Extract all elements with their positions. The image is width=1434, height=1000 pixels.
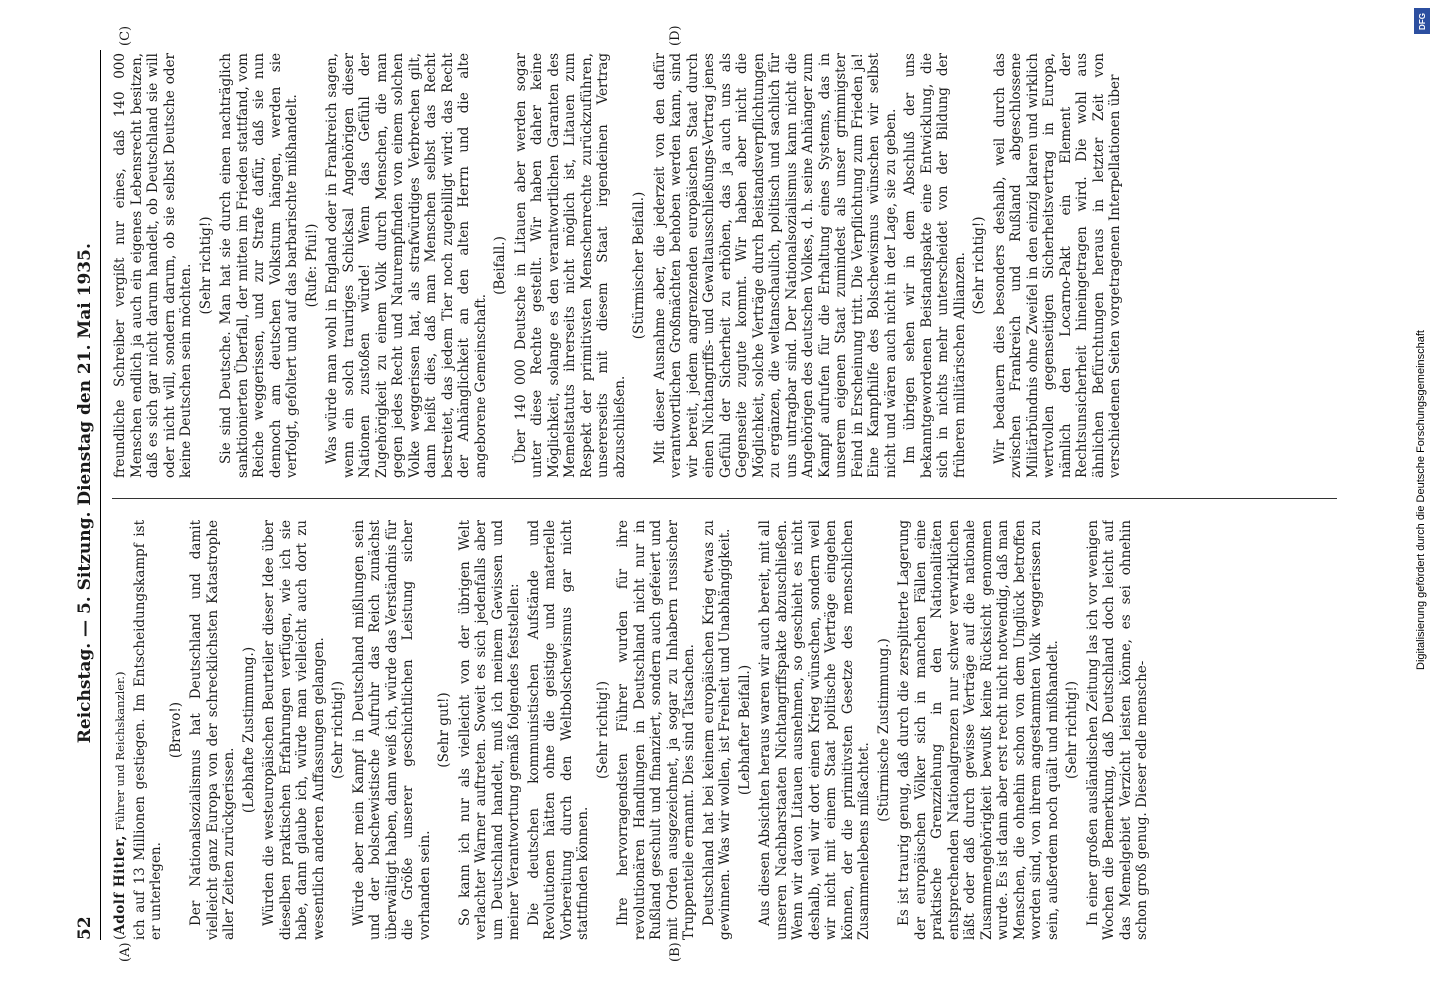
paragraph: In einer großen ausländischen Zeitung las ich vor wenigen Wochen die Bemerkung, daß Deutschland doch leicht auf das Memelgebiet Verzicht leisten könne, es sei ohnehin schon groß genug. Dieser edle mensche- (1084, 520, 1150, 940)
interjection: (Sehr richtig!) (971, 216, 987, 315)
interjection: (Sehr richtig!) (1064, 680, 1080, 780)
margin-marker-a: (A) (118, 942, 133, 962)
interjection: (Sehr richtig!) (197, 216, 214, 315)
left-column (112, 520, 1337, 940)
interjection: (Lebhafte Zustimmung.) (240, 646, 257, 814)
paragraph: Im übrigen sehen wir in dem Abschluß der uns bekanntgewordenen Beistandspakte eine Entwicklung, die sich in nichts mehr unterscheidet von der Bildung der früheren militärischen Allianzen. (902, 53, 968, 478)
interjection: (Stürmischer Beifall.) (631, 191, 647, 340)
paragraph: Sie sind Deutsche. Man hat sie durch einen nachträglich sanktionierten Überfall, der mitten im Frieden stattfand, vom Reiche weggerissen, und zur Strafe dafür, daß sie nun dennoch am deutschen Volkstum hängen, werden sie verfolgt, gefoltert und auf das barbarischte mißhandelt. (218, 53, 300, 478)
paragraph: Wir bedauern dies besonders deshalb, weil durch das zwischen Frankreich und Rußland abgeschlossene Militärbündnis ohne Zweifel in den einzig klaren und wirklich wertvollen gegenseitigen Sicherheitsvertrag in Europa, nämlich den Locarno-Pakt ein Element der Rechtsunsicherheit hineingetragen wird. Die wohl aus ähnlichen Befürchtungen heraus in letzter Zeit von verschiedenen Seiten vorgetragenen Interpellationen über (991, 53, 1123, 478)
interjection: (Bravo!) (167, 701, 184, 759)
speaker-name: Adolf Hitler, (112, 834, 128, 935)
interjection: (Stürmische Zustimmung.) (875, 638, 892, 822)
page-running-title: Reichstag. — 5. Sitzung. Dienstag den 21. Mai 1935. (75, 243, 95, 744)
paragraph: Ihre hervorragendsten Führer wurden für ihre revolutionären Handlungen in Deutschland nicht nur in Rußland geschult und finanziert, sondern auch gefeiert und mit Orden ausgezeichnet, ja sogar zu Inhabern russischer Truppenteile ernannt. Dies sind Tatsachen. (615, 520, 697, 940)
digitization-credit (1412, 10, 1430, 990)
interjection: (Rufe: Pfui!) (303, 223, 320, 308)
credit-text: Digitalisierung gefördert durch die Deutsche Forschungsgemeinschaft (1415, 330, 1427, 670)
paragraph: Mit dieser Ausnahme aber, die jederzeit von den dafür verantwortlichen Großmächten behoben werden kann, sind wir bereit, jedem angrenzenden europäischen Staat durch einen Nichtangriffs- und Gewaltausschließungs-Vertrag jenes Gefühl der Sicherheit zu erhöhen, das ja auch uns als Gegenseite zugute kommt. Wir haben aber nicht die Möglichkeit, solche Verträge durch Beistandsverpflichtungen zu ergänzen, die weltanschaulich, politisch und sachlich für uns untragbar sind. Der Nationalsozialismus kann nicht die Angehörigen des deutschen Volkes, d. h. seine Anhänger zum Kampf aufrufen für die Erhaltung eines Systems, das in unserem eigenen Staat zumindest als unser grimmigster Feind in Erscheinung tritt. Die Verpflichtung zum Frieden ja! Eine Kampfhilfe des Bolschewismus wünschen wir selbst nicht und wären auch nicht in der Lage, sie zu geben. (651, 53, 899, 478)
margin-marker-c: (C) (118, 25, 133, 46)
paragraph: Der Nationalsozialismus hat Deutschland und damit vielleicht ganz Europa von der schrecklichsten Katastrophe aller Zeiten zurückgerissen. (188, 520, 237, 940)
paragraph: Würden die westeuropäischen Beurteiler dieser Idee über dieselben praktischen Erfahrungen verfügen, wie ich sie habe, dann glaube ich, würde man vielleicht auch dort zu wesentlich anderen Auffassungen gelangen. (261, 520, 327, 940)
dfg-logo: DFG (1414, 8, 1430, 34)
paragraph: ich auf 13 Millionen gestiegen. Im Entscheidungskampf ist er unterlegen. (131, 520, 164, 940)
interjection: (Sehr richtig!) (330, 680, 346, 780)
page-number: 52 (75, 916, 95, 940)
page-content (70, 25, 1340, 962)
paragraph: Deutschland hat bei keinem europäischen Krieg etwas zu gewinnen. Was wir wollen, ist Freiheit und Unabhängigkeit. (700, 520, 733, 940)
speaker-line: (Adolf Hitler, Führer und Reichskanzler.) (112, 671, 128, 940)
interjection: (Sehr gut!) (436, 692, 452, 768)
paragraph: Würde aber mein Kampf in Deutschland mißlungen sein und der bolschewistische Aufruhr das Reich zunächst überwältigt haben, dann weiß ich, würde das Verständnis für die Größe unserer geschichtlichen Leistung sicher vorhanden sein. (350, 520, 433, 940)
speaker-role: Führer und Reichskanzler.) (113, 671, 127, 831)
paragraph: So kann ich nur als vielleicht von der übrigen Welt verlachter Warner auftreten. Soweit es sich jedenfalls aber um Deutschland handelt, muß ich meinem Gewissen und meiner Verantwortung gemäß folgendes feststellen: (456, 520, 522, 940)
margin-marker-b: (B) (668, 942, 683, 962)
paragraph: freundliche Schreiber vergißt nur eines, daß 140 000 Menschen endlich ja auch ein eigenes Lebensrecht besitzen, daß es sich gar nicht darum handelt, ob Deutschland sie will oder nicht will, sondern darum, ob sie selbst Deutsche oder keine Deutschen sein möchten. (112, 53, 194, 478)
interjection: (Lebhafter Beifall.) (736, 664, 753, 796)
paragraph: Über 140 000 Deutsche in Litauen aber werden sogar unter diese Rechte gestellt. Wir haben daher keine Möglichkeit, solange es den verantwortlichen Garanten des Memelstatuts ihrerseits nicht möglich ist, Litauen zum Respekt der primitivsten Menschenrechte zurückzuführen, unsererseits mit diesem Staat irgendeinen Vertrag abzuschließen. (512, 53, 628, 478)
column-divider (112, 498, 1337, 499)
paragraph: Es ist traurig genug, daß durch die zersplitterte Lagerung der europäischen Völker sich in manchen Fällen eine praktische Grenzziehung in den Nationalitäten entsprechenden Nationalgrenzen nur schwer verwirklichen läßt oder daß durch gewisse Verträge auf die nationale Zusammengehörigkeit bewußt keine Rücksicht genommen wurde. Es ist dann aber erst recht nicht notwendig, daß man Menschen, die ohnehin schon von dem Unglück betroffen worden sind, von ihrem angestammten Volk weggerissen zu sein, außerdem noch quält und mißhandelt. (896, 520, 1061, 940)
margin-marker-d: (D) (668, 25, 683, 46)
paragraph: Die deutschen kommunistischen Aufstände und Revolutionen hätten ohne die geistige und materielle Vorbereitung durch den Weltbolschewismus gar nicht stattfinden können. (525, 520, 591, 940)
interjection: (Sehr richtig!) (594, 680, 611, 780)
paragraph: Aus diesen Absichten heraus waren wir auch bereit, mit all unseren Nachbarstaaten Nichtangriffspakte abzuschließen. Wenn wir davon Litauen ausnehmen, so geschieht es nicht deshalb, weil wir dort einen Krieg wünschen, sondern weil wir nicht mit einem Staat politische Verträge eingehen können, der die primitivsten Gesetze des menschlichen Zusammenlebens mißachtet. (757, 520, 872, 940)
right-column (112, 53, 1337, 478)
paragraph: Was würde man wohl in England oder in Frankreich sagen, wenn ein solch trauriges Schicksal Angehörigen dieser Nationen zustoßen würde! Wenn das Gefühl der Zugehörigkeit zu einem Volk durch Menschen, die man gegen jedes Recht und Naturempfinden von einem solchen Volke weggerissen hat, als strafwürdiges Verbrechen gilt, dann heißt dies, daß man Menschen selbst das Recht bestreitet, das jedem Tier noch zugebilligt wird: das Recht der Anhänglichkeit an den alten Herrn und die alte angeborene Gemeinschaft. (324, 53, 489, 478)
interjection: (Beifall.) (492, 236, 508, 295)
page-header (70, 50, 101, 940)
